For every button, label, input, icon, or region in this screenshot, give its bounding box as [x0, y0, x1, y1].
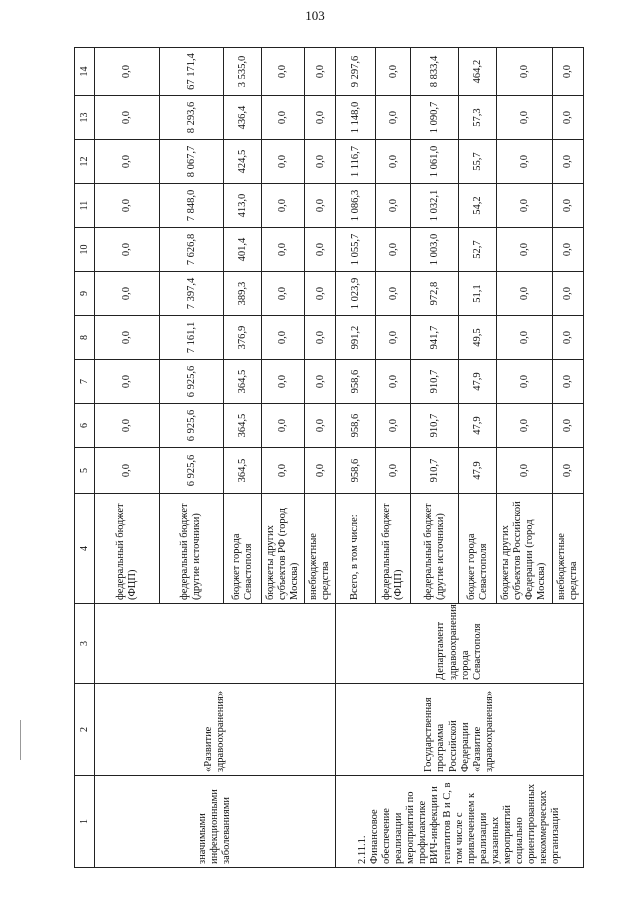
header-row [75, 48, 95, 868]
value-cell: 0,0 [304, 272, 335, 316]
value-cell: 0,0 [94, 360, 159, 404]
value-cell: 958,6 [336, 448, 376, 494]
value-cell: 0,0 [552, 48, 583, 96]
value-cell: 0,0 [552, 184, 583, 228]
measure-name-cell: значимыми инфекционными заболеваниями [94, 776, 335, 868]
value-cell: 0,0 [375, 184, 411, 228]
measure-name-cell: 2.11.1. Финансовое обеспечение реализации мероприятий по профилактике ВИЧ-инфекции и гепатитов B и C, в том числе с привлечением к реализации указанных мероприятий социально ориентированных некоммерческих организаций [336, 776, 584, 868]
value-cell: 0,0 [375, 360, 411, 404]
value-cell: 7 161,1 [159, 316, 224, 360]
value-cell: 0,0 [261, 228, 304, 272]
value-cell: 0,0 [261, 96, 304, 140]
value-cell: 1 055,7 [336, 228, 376, 272]
value-cell: 0,0 [496, 448, 552, 494]
value-cell: 0,0 [261, 48, 304, 96]
value-cell: 0,0 [94, 228, 159, 272]
value-cell: 0,0 [375, 140, 411, 184]
value-cell: 47,9 [459, 360, 497, 404]
value-cell: 0,0 [552, 272, 583, 316]
value-cell: 0,0 [261, 272, 304, 316]
value-cell: 8 293,6 [159, 96, 224, 140]
executor-cell [94, 604, 335, 684]
value-cell: 0,0 [94, 448, 159, 494]
value-cell: 0,0 [304, 360, 335, 404]
value-cell: 1 090,7 [411, 96, 459, 140]
value-cell: 910,7 [411, 448, 459, 494]
value-cell: 0,0 [304, 228, 335, 272]
value-cell: 0,0 [496, 360, 552, 404]
value-cell: 0,0 [94, 184, 159, 228]
funding-source-cell: федеральный бюджет (ФЦП) [94, 494, 159, 604]
funding-source-cell: бюджет города Севастополя [224, 494, 262, 604]
header-cell: 14 [75, 48, 95, 96]
header-cell: 8 [75, 316, 95, 360]
value-cell: 0,0 [261, 404, 304, 448]
value-cell: 0,0 [496, 48, 552, 96]
value-cell: 424,5 [224, 140, 262, 184]
funding-source-cell: внебюджетные средства [552, 494, 583, 604]
value-cell: 958,6 [336, 404, 376, 448]
value-cell: 401,4 [224, 228, 262, 272]
value-cell: 0,0 [375, 228, 411, 272]
value-cell: 0,0 [94, 404, 159, 448]
value-cell: 67 171,4 [159, 48, 224, 96]
value-cell: 0,0 [304, 96, 335, 140]
value-cell: 0,0 [304, 48, 335, 96]
value-cell: 0,0 [304, 184, 335, 228]
value-cell: 0,0 [496, 140, 552, 184]
executor-cell: Департамент здравоохранения города Севастополя [336, 604, 584, 684]
value-cell: 0,0 [304, 316, 335, 360]
value-cell: 0,0 [552, 360, 583, 404]
funding-source-cell: бюджеты других субъектов Российской Федерации (город Москва) [496, 494, 552, 604]
value-cell: 0,0 [261, 448, 304, 494]
header-cell: 12 [75, 140, 95, 184]
value-cell: 364,5 [224, 404, 262, 448]
value-cell: 0,0 [261, 140, 304, 184]
value-cell: 910,7 [411, 360, 459, 404]
value-cell: 6 925,6 [159, 404, 224, 448]
value-cell: 0,0 [94, 96, 159, 140]
value-cell: 7 848,0 [159, 184, 224, 228]
value-cell: 1 023,9 [336, 272, 376, 316]
value-cell: 0,0 [552, 228, 583, 272]
value-cell: 0,0 [304, 448, 335, 494]
value-cell: 49,5 [459, 316, 497, 360]
value-cell: 51,1 [459, 272, 497, 316]
value-cell: 52,7 [459, 228, 497, 272]
header-cell: 11 [75, 184, 95, 228]
value-cell: 0,0 [496, 96, 552, 140]
value-cell: 0,0 [94, 140, 159, 184]
value-cell: 0,0 [261, 184, 304, 228]
margin-mark [20, 720, 21, 760]
value-cell: 1 116,7 [336, 140, 376, 184]
table-row [336, 48, 376, 868]
value-cell: 9 297,6 [336, 48, 376, 96]
value-cell: 0,0 [375, 404, 411, 448]
value-cell: 0,0 [496, 228, 552, 272]
value-cell: 55,7 [459, 140, 497, 184]
header-cell: 6 [75, 404, 95, 448]
value-cell: 7 397,4 [159, 272, 224, 316]
header-cell: 1 [75, 776, 95, 868]
value-cell: 436,4 [224, 96, 262, 140]
value-cell: 8 833,4 [411, 48, 459, 96]
value-cell: 1 032,1 [411, 184, 459, 228]
page-number: 103 [305, 8, 325, 23]
value-cell: 0,0 [496, 272, 552, 316]
value-cell: 0,0 [94, 48, 159, 96]
value-cell: 941,7 [411, 316, 459, 360]
header-cell: 13 [75, 96, 95, 140]
header-cell: 3 [75, 604, 95, 684]
value-cell: 6 925,6 [159, 448, 224, 494]
value-cell: 0,0 [375, 448, 411, 494]
value-cell: 0,0 [496, 404, 552, 448]
value-cell: 0,0 [304, 140, 335, 184]
value-cell: 972,8 [411, 272, 459, 316]
header-cell: 7 [75, 360, 95, 404]
header-cell: 5 [75, 448, 95, 494]
value-cell: 364,5 [224, 360, 262, 404]
value-cell: 413,0 [224, 184, 262, 228]
value-cell: 3 535,0 [224, 48, 262, 96]
value-cell: 0,0 [375, 48, 411, 96]
table-row [94, 48, 159, 868]
value-cell: 6 925,6 [159, 360, 224, 404]
funding-source-cell: бюджеты других субъектов РФ (город Москва) [261, 494, 304, 604]
funding-source-cell: федеральный бюджет (другие источники) [411, 494, 459, 604]
value-cell: 0,0 [496, 316, 552, 360]
value-cell: 0,0 [94, 272, 159, 316]
value-cell: 0,0 [261, 316, 304, 360]
value-cell: 0,0 [375, 316, 411, 360]
value-cell: 1 086,3 [336, 184, 376, 228]
financing-table [74, 47, 584, 868]
header-cell: 2 [75, 684, 95, 776]
value-cell: 1 003,0 [411, 228, 459, 272]
value-cell: 0,0 [552, 96, 583, 140]
value-cell: 47,9 [459, 404, 497, 448]
value-cell: 7 626,8 [159, 228, 224, 272]
funding-source-cell: бюджет города Севастополя [459, 494, 497, 604]
funding-source-cell: федеральный бюджет (другие источники) [159, 494, 224, 604]
program-name-cell: Государственная программа Российской Федерации «Развитие здравоохранения» [336, 684, 584, 776]
value-cell: 0,0 [552, 140, 583, 184]
value-cell: 57,3 [459, 96, 497, 140]
value-cell: 389,3 [224, 272, 262, 316]
value-cell: 0,0 [552, 316, 583, 360]
value-cell: 54,2 [459, 184, 497, 228]
funding-source-cell: Всего, в том числе: [336, 494, 376, 604]
funding-source-cell: внебюджетные средства [304, 494, 335, 604]
value-cell: 910,7 [411, 404, 459, 448]
value-cell: 0,0 [261, 360, 304, 404]
value-cell: 464,2 [459, 48, 497, 96]
value-cell: 0,0 [552, 448, 583, 494]
value-cell: 0,0 [94, 316, 159, 360]
value-cell: 0,0 [496, 184, 552, 228]
value-cell: 47,9 [459, 448, 497, 494]
value-cell: 0,0 [552, 404, 583, 448]
header-cell: 9 [75, 272, 95, 316]
program-name-cell: «Развитие здравоохранения» [94, 684, 335, 776]
value-cell: 1 148,0 [336, 96, 376, 140]
value-cell: 0,0 [304, 404, 335, 448]
header-cell: 10 [75, 228, 95, 272]
value-cell: 364,5 [224, 448, 262, 494]
header-cell: 4 [75, 494, 95, 604]
funding-source-cell: федеральный бюджет (ФЦП) [375, 494, 411, 604]
value-cell: 8 067,7 [159, 140, 224, 184]
value-cell: 0,0 [375, 96, 411, 140]
value-cell: 1 061,0 [411, 140, 459, 184]
rotated-table-container [74, 48, 584, 868]
value-cell: 958,6 [336, 360, 376, 404]
value-cell: 376,9 [224, 316, 262, 360]
value-cell: 0,0 [375, 272, 411, 316]
value-cell: 991,2 [336, 316, 376, 360]
